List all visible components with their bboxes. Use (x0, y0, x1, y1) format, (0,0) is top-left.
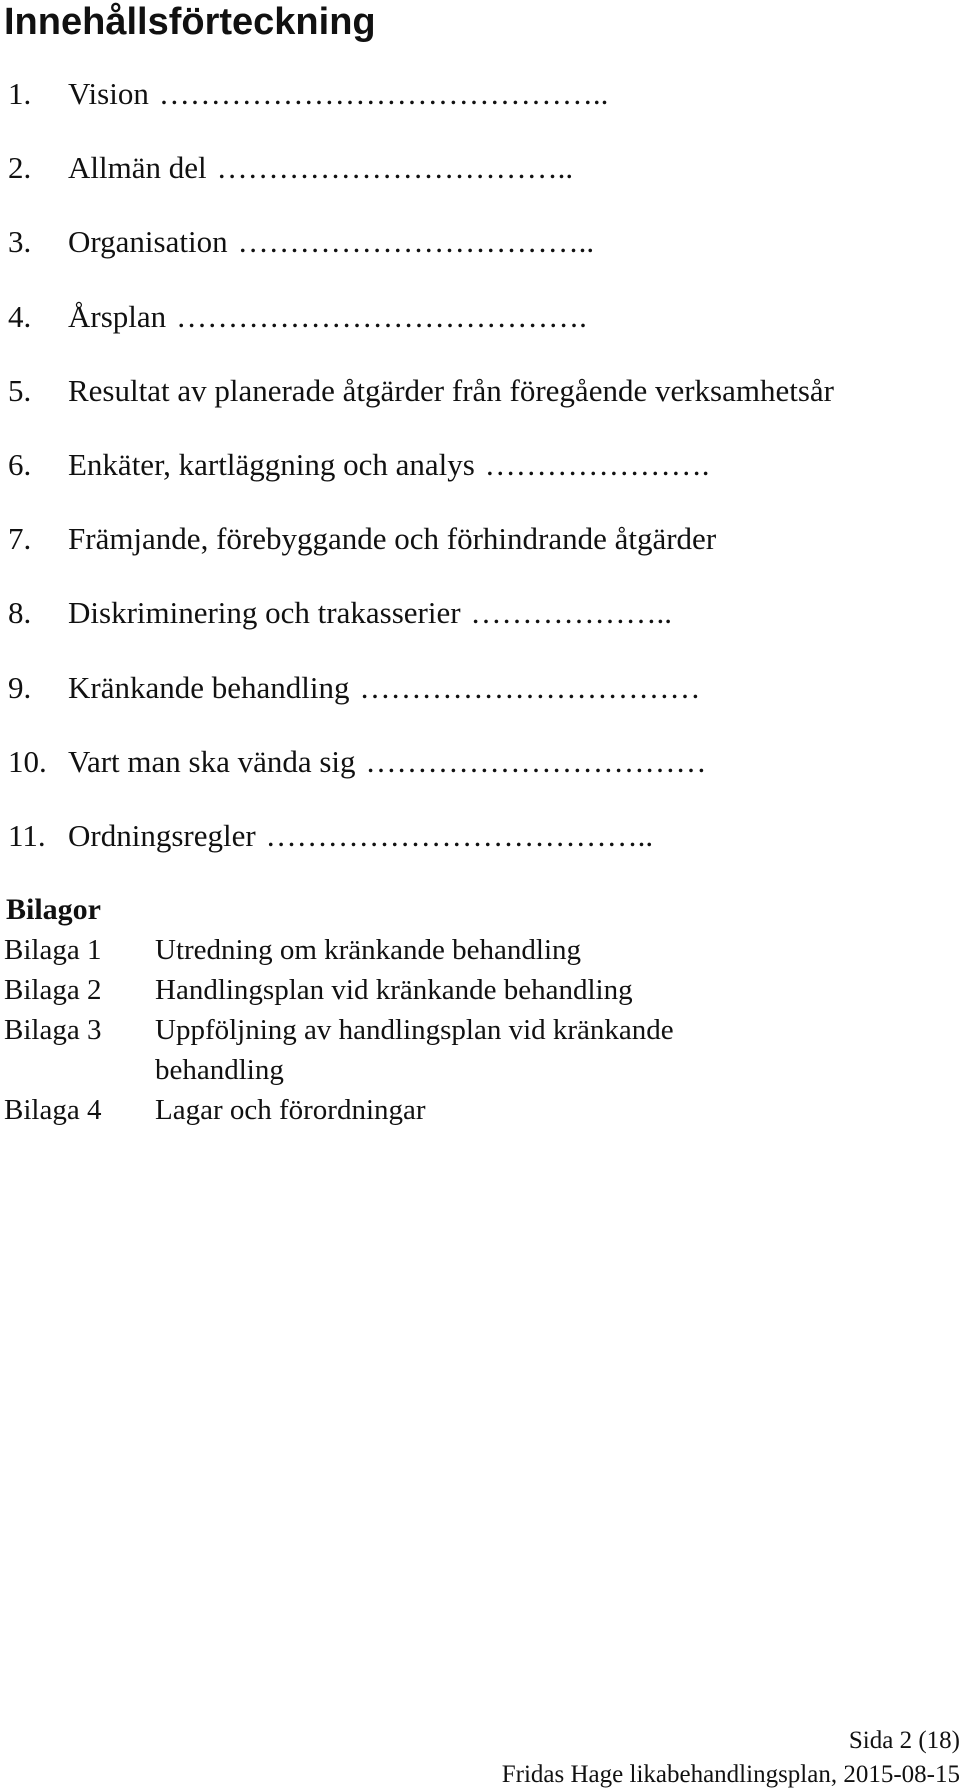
bilaga-name: Bilaga 3 (4, 1014, 102, 1046)
toc-item-number: 4. (8, 298, 32, 334)
bilaga-name: Bilaga 2 (4, 974, 102, 1006)
toc-item-number: 9. (8, 669, 32, 705)
page-number: Sida 2 (18) (848, 1727, 960, 1754)
bilagor-list (0, 930, 960, 1130)
toc-item-vision (0, 72, 960, 146)
toc-item-number: 8. (8, 595, 32, 631)
toc-item-leader: …………………………………. (176, 298, 587, 334)
bilaga-row (0, 930, 960, 970)
bilaga-name: Bilaga 1 (4, 934, 102, 966)
toc-item-label: Organisation (68, 224, 228, 260)
toc-item-framjande (0, 517, 960, 591)
toc-item-leader: ……………….. (470, 595, 673, 631)
toc-item-number: 6. (8, 446, 32, 482)
bilaga-row (0, 1010, 960, 1090)
toc-item-number: 10. (8, 743, 47, 779)
toc-item-diskriminering (0, 591, 960, 665)
document-info: Fridas Hage likabehandlingsplan, 2015-08-15 (501, 1761, 960, 1788)
bilaga-title: Utredning om kränkande behandling (155, 934, 582, 966)
toc-item-number: 5. (8, 372, 32, 408)
toc-item-number: 3. (8, 224, 32, 260)
toc-item-label: Diskriminering och trakasserier (68, 595, 461, 631)
toc-item-label: Vision (68, 76, 149, 111)
toc-item-arsplan (0, 295, 960, 369)
toc-item-leader: …………………………….. (237, 224, 595, 260)
page-title: Innehållsförteckning (4, 1, 376, 43)
toc-item-krankande (0, 666, 960, 740)
bilaga-row (0, 1090, 960, 1130)
page-footer (502, 1724, 960, 1792)
toc-item-label: Främjande, förebyggande och förhindrande åtgärder (68, 521, 717, 557)
bilaga-title: Handlingsplan vid kränkande behandling (155, 974, 633, 1006)
toc-item-number: 11. (8, 817, 46, 853)
toc-item-leader: …………………………… (365, 743, 707, 779)
table-of-contents (0, 72, 960, 888)
toc-item-label: Kränkande behandling (68, 669, 350, 705)
toc-item-organisation (0, 220, 960, 294)
toc-item-vart-man (0, 740, 960, 814)
toc-item-leader: ……………………………….. (265, 817, 654, 853)
toc-item-allman-del (0, 146, 960, 220)
bilaga-name: Bilaga 4 (4, 1094, 102, 1126)
toc-item-resultat (0, 369, 960, 443)
toc-item-number: 1. (8, 76, 32, 111)
toc-item-label: Enkäter, kartläggning och analys (68, 446, 475, 482)
toc-item-label: Allmän del (68, 150, 207, 186)
toc-item-number: 7. (8, 521, 32, 557)
bilaga-title: Lagar och förordningar (155, 1094, 426, 1126)
toc-item-label: Ordningsregler (68, 817, 256, 853)
toc-item-leader: …………………. (484, 446, 710, 482)
toc-item-leader: …………………………………….. (158, 76, 609, 111)
toc-item-enkater (0, 443, 960, 517)
bilagor-heading: Bilagor (6, 893, 101, 926)
toc-item-ordningsregler (0, 814, 960, 888)
bilaga-row (0, 970, 960, 1010)
toc-item-number: 2. (8, 150, 32, 186)
toc-item-leader: …………………………….. (216, 150, 574, 186)
bilaga-title: Uppföljning av handlingsplan vid kränkande behandling (155, 1014, 674, 1086)
toc-item-label: Resultat av planerade åtgärder från föregående verksamhetsår (68, 372, 834, 408)
toc-item-label: Vart man ska vända sig (68, 743, 356, 779)
toc-item-leader: …………………………… (359, 669, 701, 705)
toc-item-label: Årsplan (68, 298, 167, 334)
